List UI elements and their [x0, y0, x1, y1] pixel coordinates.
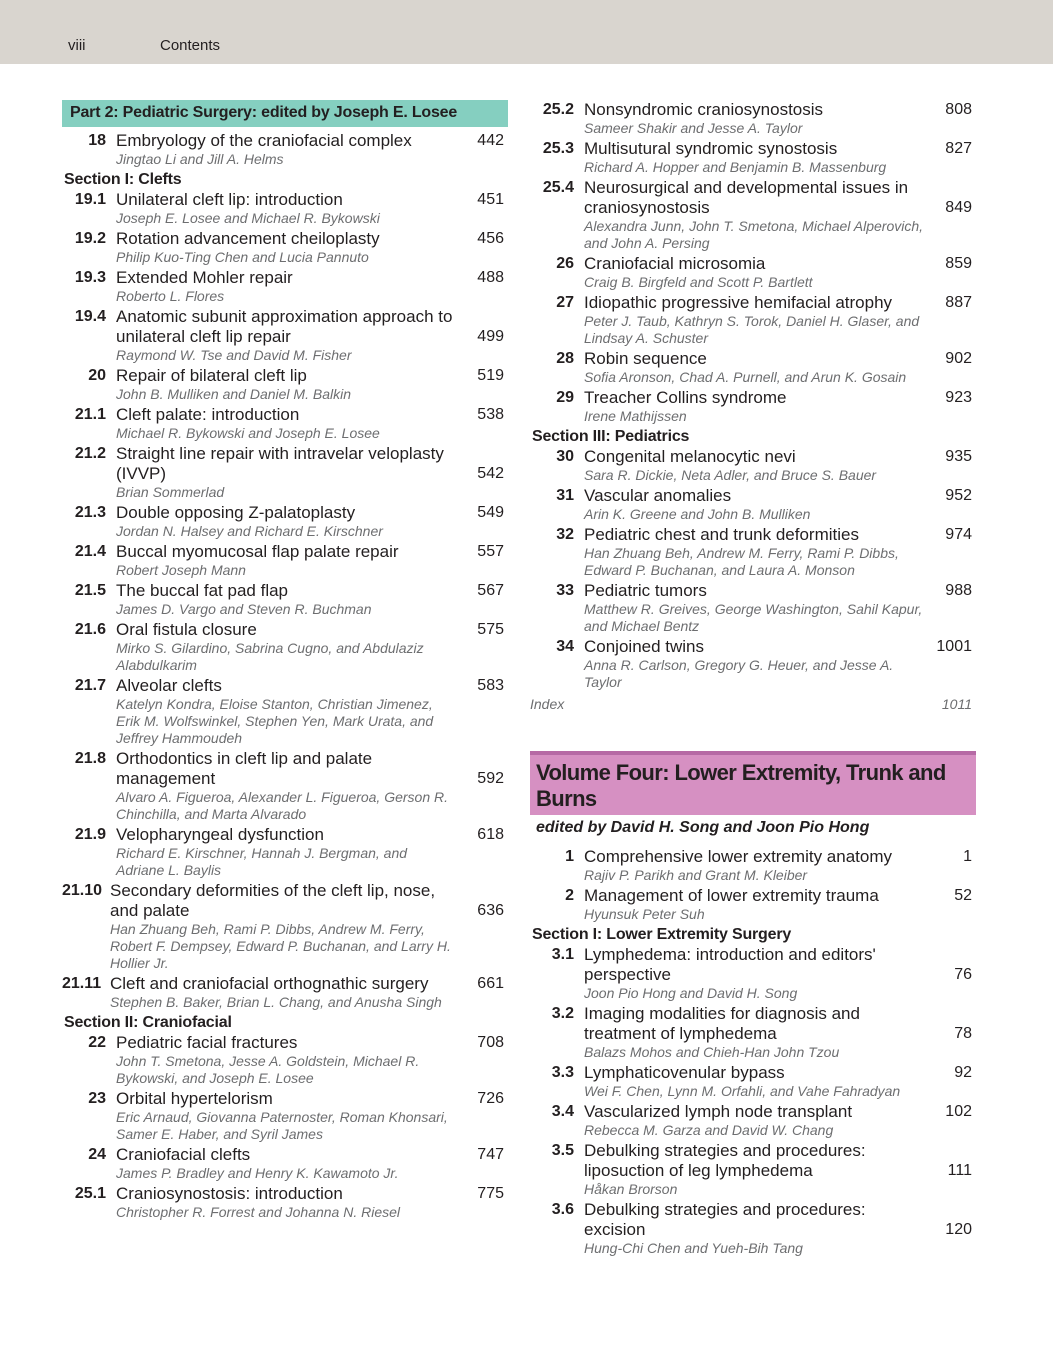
- chapter-number: 32: [556, 526, 574, 543]
- right-toc-list: [530, 100, 976, 691]
- chapter-authors: Craig B. Birgfeld and Scott P. Bartlett: [584, 274, 813, 290]
- chapter-authors: Brian Sommerlad: [116, 484, 225, 500]
- page-ref: 902: [945, 350, 972, 367]
- chapter-title: Repair of bilateral cleft lip: [116, 366, 307, 385]
- chapter-authors: Christopher R. Forrest and Johanna N. Riesel: [116, 1204, 401, 1220]
- chapter-authors: James P. Bradley and Henry K. Kawamoto Jr.: [116, 1165, 399, 1181]
- toc-entry[interactable]: [62, 676, 508, 747]
- toc-entry[interactable]: [62, 1184, 508, 1221]
- chapter-authors: Håkan Brorson: [584, 1181, 678, 1197]
- chapter-authors: Eric Arnaud, Giovanna Paternoster, Roman Khonsari, Samer E. Haber, and Syril James: [116, 1109, 448, 1142]
- chapter-authors: Katelyn Kondra, Eloise Stanton, Christian Jimenez, Erik M. Wolfswinkel, Stephen Yen, Mark Urata, and Jeffrey Hammoudeh: [116, 696, 434, 746]
- toc-entry[interactable]: [62, 366, 508, 403]
- chapter-title: Alveolar clefts: [116, 676, 222, 695]
- part-title: Part 2: Pediatric Surgery: edited by Joseph E. Losee: [62, 100, 508, 127]
- chapter-authors: Wei F. Chen, Lynn M. Orfahli, and Vahe Fahradyan: [584, 1083, 901, 1099]
- toc-entry[interactable]: [530, 637, 976, 691]
- chapter-number: 21.3: [74, 504, 106, 521]
- chapter-title: Double opposing Z-palatoplasty: [116, 503, 356, 522]
- page-ref: 887: [945, 294, 972, 311]
- chapter-number: 26: [556, 255, 574, 272]
- section-heading: Section III: Pediatrics: [532, 428, 690, 445]
- chapter-number: 21.6: [74, 621, 106, 638]
- toc-entry[interactable]: [62, 542, 508, 579]
- chapter-authors: Han Zhuang Beh, Andrew M. Ferry, Rami P. Dibbs, Edward P. Buchanan, and Laura A. Monson: [584, 545, 899, 578]
- chapter-authors: Mirko S. Gilardino, Sabrina Cugno, and Abdulaziz Alabdulkarim: [116, 640, 424, 673]
- page-ref: 661: [477, 975, 504, 992]
- chapter-title: Nonsyndromic craniosynostosis: [584, 100, 824, 119]
- chapter-authors: Han Zhuang Beh, Rami P. Dibbs, Andrew M. Ferry, Robert F. Dempsey, Edward P. Buchanan, and Larry H. Hollier Jr.: [110, 921, 451, 971]
- page-ref: 775: [477, 1185, 504, 1202]
- section-heading: Section I: Clefts: [64, 171, 182, 188]
- chapter-title: Management of lower extremity trauma: [584, 886, 879, 905]
- toc-entry[interactable]: [530, 100, 976, 137]
- page-ref: 636: [477, 902, 504, 919]
- page-ref: 519: [477, 367, 504, 384]
- chapter-authors: Anna R. Carlson, Gregory G. Heuer, and Jesse A. Taylor: [584, 657, 894, 690]
- page-ref: 618: [477, 826, 504, 843]
- toc-entry[interactable]: [62, 268, 508, 305]
- chapter-number: 25.1: [74, 1185, 106, 1202]
- chapter-title: Comprehensive lower extremity anatomy: [584, 847, 893, 866]
- chapter-authors: John T. Smetona, Jesse A. Goldstein, Michael R. Bykowski, and Joseph E. Losee: [116, 1053, 420, 1086]
- chapter-title: Imaging modalities for diagnosis and treatment of lymphedema: [584, 1004, 860, 1043]
- chapter-authors: Jordan N. Halsey and Richard E. Kirschner: [116, 523, 383, 539]
- chapter-number: 21.5: [74, 582, 106, 599]
- page-number: viii: [68, 37, 86, 54]
- section-heading: Section II: Craniofacial: [64, 1014, 232, 1031]
- chapter-title: Congenital melanocytic nevi: [584, 447, 796, 466]
- volume-editors: edited by David H. Song and Joon Pio Hong: [536, 819, 870, 836]
- chapter-number: 21.9: [74, 826, 106, 843]
- chapter-number: 24: [88, 1146, 106, 1163]
- right-column: [530, 100, 976, 1259]
- chapter-title: Debulking strategies and procedures: excision: [584, 1200, 866, 1239]
- page-ref: 499: [477, 328, 504, 345]
- toc-entry[interactable]: [530, 349, 976, 386]
- page-ref: 726: [477, 1090, 504, 1107]
- left-toc-list: [62, 131, 508, 1221]
- toc-entry[interactable]: [530, 178, 976, 252]
- chapter-authors: Hyunsuk Peter Suh: [584, 906, 705, 922]
- chapter-number: 19.1: [74, 191, 106, 208]
- chapter-authors: Matthew R. Greives, George Washington, Sahil Kapur, and Michael Bentz: [584, 601, 923, 634]
- toc-entry[interactable]: [62, 825, 508, 879]
- chapter-number: 25.2: [542, 101, 574, 118]
- chapter-title: Conjoined twins: [584, 637, 705, 656]
- page-ref: 747: [477, 1146, 504, 1163]
- chapter-title: Lymphedema: introduction and editors' perspective: [584, 945, 876, 984]
- chapter-number: 3.4: [551, 1103, 574, 1120]
- chapter-number: 21.1: [74, 406, 106, 423]
- chapter-title: Embryology of the craniofacial complex: [116, 131, 412, 150]
- chapter-number: 3.1: [551, 946, 574, 963]
- toc-entry[interactable]: [62, 974, 508, 1011]
- page-ref: 592: [477, 770, 504, 787]
- running-title: Contents: [160, 37, 221, 54]
- chapter-title: Anatomic subunit approximation approach to unilateral cleft lip repair: [116, 307, 453, 346]
- chapter-title: Debulking strategies and procedures: liposuction of leg lymphedema: [584, 1141, 866, 1180]
- index-entry[interactable]: [530, 695, 976, 713]
- chapter-authors: James D. Vargo and Steven R. Buchman: [116, 601, 372, 617]
- page-ref: 442: [477, 132, 504, 149]
- chapter-title: Pediatric facial fractures: [116, 1033, 298, 1052]
- chapter-number: 3.6: [551, 1201, 574, 1218]
- page-ref: 542: [477, 465, 504, 482]
- toc-entry[interactable]: [530, 1102, 976, 1139]
- chapter-authors: Stephen B. Baker, Brian L. Chang, and Anusha Singh: [110, 994, 442, 1010]
- chapter-authors: Sameer Shakir and Jesse A. Taylor: [584, 120, 803, 136]
- toc-entry[interactable]: [530, 293, 976, 347]
- toc-entry[interactable]: [62, 229, 508, 266]
- chapter-title: Cleft and craniofacial orthognathic surgery: [110, 974, 429, 993]
- chapter-title: Pediatric chest and trunk deformities: [584, 525, 859, 544]
- page-ref: 708: [477, 1034, 504, 1051]
- toc-entry[interactable]: [62, 503, 508, 540]
- page-ref: 1001: [936, 638, 972, 655]
- chapter-title: Neurosurgical and developmental issues in craniosynostosis: [584, 178, 909, 217]
- chapter-title: Straight line repair with intravelar veloplasty (IVVP): [116, 444, 444, 483]
- page-ref: 952: [945, 487, 972, 504]
- chapter-authors: Alexandra Junn, John T. Smetona, Michael Alperovich, and John A. Persing: [584, 218, 924, 251]
- toc-entry[interactable]: [62, 620, 508, 674]
- section-heading: Section I: Lower Extremity Surgery: [532, 926, 792, 943]
- toc-entry[interactable]: [62, 307, 508, 364]
- toc-entry[interactable]: [530, 847, 976, 884]
- chapter-authors: Richard A. Hopper and Benjamin B. Massenburg: [584, 159, 887, 175]
- page-ref: 451: [477, 191, 504, 208]
- toc-entry[interactable]: [530, 945, 976, 1002]
- chapter-number: 21.11: [62, 975, 102, 992]
- chapter-authors: Irene Mathijssen: [584, 408, 687, 424]
- chapter-authors: Rajiv P. Parikh and Grant M. Kleiber: [584, 867, 808, 883]
- chapter-number: 21.4: [74, 543, 106, 560]
- chapter-title: Orbital hypertelorism: [116, 1089, 273, 1108]
- chapter-number: 33: [556, 582, 574, 599]
- chapter-authors: Sara R. Dickie, Neta Adler, and Bruce S. Bauer: [584, 467, 877, 483]
- toc-entry[interactable]: [530, 1004, 976, 1061]
- chapter-title: Craniofacial microsomia: [584, 254, 766, 273]
- chapter-number: 30: [556, 448, 574, 465]
- chapter-authors: Robert Joseph Mann: [116, 562, 246, 578]
- chapter-title: Secondary deformities of the cleft lip, nose, and palate: [110, 881, 436, 920]
- toc-entry[interactable]: [62, 1033, 508, 1087]
- chapter-number: 21.8: [74, 750, 106, 767]
- chapter-number: 25.4: [542, 179, 574, 196]
- chapter-authors: John B. Mulliken and Daniel M. Balkin: [116, 386, 352, 402]
- toc-entry[interactable]: [530, 581, 976, 635]
- chapter-title: Idiopathic progressive hemifacial atrophy: [584, 293, 893, 312]
- chapter-authors: Philip Kuo-Ting Chen and Lucia Pannuto: [116, 249, 369, 265]
- chapter-title: The buccal fat pad flap: [116, 581, 289, 600]
- chapter-title: Treacher Collins syndrome: [584, 388, 787, 407]
- chapter-authors: Rebecca M. Garza and David W. Chang: [584, 1122, 834, 1138]
- page-ref: 76: [954, 966, 972, 983]
- chapter-number: 3.3: [551, 1064, 574, 1081]
- toc-entry[interactable]: [62, 444, 508, 501]
- chapter-title: Pediatric tumors: [584, 581, 707, 600]
- chapter-title: Multisutural syndromic synostosis: [584, 139, 838, 158]
- page-ref: 1: [963, 848, 972, 865]
- page-ref: 549: [477, 504, 504, 521]
- toc-entry[interactable]: [530, 486, 976, 523]
- page-ref: 935: [945, 448, 972, 465]
- chapter-authors: Richard E. Kirschner, Hannah J. Bergman, and Adriane L. Baylis: [116, 845, 408, 878]
- page-header: [0, 0, 1053, 64]
- chapter-authors: Joseph E. Losee and Michael R. Bykowski: [116, 210, 380, 226]
- chapter-title: Extended Mohler repair: [116, 268, 293, 287]
- chapter-title: Cleft palate: introduction: [116, 405, 300, 424]
- chapter-number: 21.7: [74, 677, 106, 694]
- page-ref: 988: [945, 582, 972, 599]
- chapter-title: Craniosynostosis: introduction: [116, 1184, 343, 1203]
- chapter-number: 29: [556, 389, 574, 406]
- chapter-number: 19.4: [74, 308, 106, 325]
- chapter-number: 2: [565, 887, 574, 904]
- chapter-number: 3.2: [551, 1005, 574, 1022]
- chapter-number: 19.3: [74, 269, 106, 286]
- page-ref: 92: [954, 1064, 972, 1081]
- chapter-title: Vascularized lymph node transplant: [584, 1102, 853, 1121]
- toc-entry[interactable]: [530, 388, 976, 425]
- chapter-number: 25.3: [542, 140, 574, 157]
- toc-entry[interactable]: [62, 405, 508, 442]
- chapter-title: Vascular anomalies: [584, 486, 732, 505]
- page-ref: 859: [945, 255, 972, 272]
- chapter-title: Velopharyngeal dysfunction: [116, 825, 324, 844]
- chapter-authors: Alvaro A. Figueroa, Alexander L. Figueroa, Gerson R. Chinchilla, and Marta Alvarado: [116, 789, 449, 822]
- volume-toc-list: [530, 847, 976, 1257]
- chapter-number: 19.2: [74, 230, 106, 247]
- toc-entry[interactable]: [530, 1200, 976, 1257]
- chapter-number: 23: [88, 1090, 106, 1107]
- chapter-authors: Hung-Chi Chen and Yueh-Bih Tang: [584, 1240, 803, 1256]
- chapter-title: Oral fistula closure: [116, 620, 257, 639]
- chapter-number: 1: [565, 848, 574, 865]
- volume-title: Volume Four: Lower Extremity, Trunk and Burns: [530, 751, 976, 815]
- page-ref: 538: [477, 406, 504, 423]
- index-page: 1011: [941, 696, 972, 712]
- toc-entry[interactable]: [62, 1145, 508, 1182]
- left-column: [62, 100, 508, 1223]
- toc-entry[interactable]: [62, 749, 508, 823]
- chapter-number: 21.2: [74, 445, 106, 462]
- chapter-authors: Joon Pio Hong and David H. Song: [584, 985, 798, 1001]
- page-ref: 488: [477, 269, 504, 286]
- toc-entry[interactable]: [530, 1141, 976, 1198]
- chapter-number: 21.10: [62, 882, 103, 899]
- chapter-authors: Roberto L. Flores: [116, 288, 225, 304]
- chapter-authors: Raymond W. Tse and David M. Fisher: [116, 347, 352, 363]
- chapter-title: Buccal myomucosal flap palate repair: [116, 542, 399, 561]
- chapter-title: Craniofacial clefts: [116, 1145, 251, 1164]
- chapter-authors: Balazs Mohos and Chieh-Han John Tzou: [584, 1044, 840, 1060]
- page-ref: 78: [954, 1025, 972, 1042]
- chapter-title: Orthodontics in cleft lip and palate management: [116, 749, 373, 788]
- chapter-number: 22: [88, 1034, 106, 1051]
- chapter-number: 18: [88, 132, 106, 149]
- toc-entry[interactable]: [530, 1063, 976, 1100]
- page-ref: 923: [945, 389, 972, 406]
- toc-entry[interactable]: [530, 447, 976, 484]
- chapter-number: 3.5: [551, 1142, 574, 1159]
- toc-entry[interactable]: [530, 525, 976, 579]
- chapter-title: Lymphaticovenular bypass: [584, 1063, 785, 1082]
- page-ref: 567: [477, 582, 504, 599]
- chapter-authors: Jingtao Li and Jill A. Helms: [116, 151, 284, 167]
- toc-entry[interactable]: [62, 1089, 508, 1143]
- toc-entry[interactable]: [62, 881, 508, 972]
- chapter-number: 34: [556, 638, 574, 655]
- chapter-number: 20: [88, 367, 106, 384]
- chapter-number: 28: [556, 350, 574, 367]
- toc-entry[interactable]: [62, 131, 508, 168]
- index-label: Index: [530, 696, 565, 712]
- page-ref: 111: [947, 1162, 972, 1179]
- chapter-number: 31: [556, 487, 574, 504]
- chapter-authors: Michael R. Bykowski and Joseph E. Losee: [116, 425, 380, 441]
- toc-entry[interactable]: [530, 139, 976, 176]
- chapter-number: 27: [556, 294, 574, 311]
- page-ref: 557: [477, 543, 504, 560]
- chapter-authors: Arin K. Greene and John B. Mulliken: [584, 506, 811, 522]
- page-ref: 808: [945, 101, 972, 118]
- chapter-title: Robin sequence: [584, 349, 707, 368]
- chapter-authors: Sofia Aronson, Chad A. Purnell, and Arun K. Gosain: [584, 369, 907, 385]
- toc-entry[interactable]: [62, 581, 508, 618]
- toc-entry[interactable]: [62, 190, 508, 227]
- chapter-title: Unilateral cleft lip: introduction: [116, 190, 343, 209]
- page-ref: 456: [477, 230, 504, 247]
- page-ref: 827: [945, 140, 972, 157]
- page-ref: 575: [477, 621, 504, 638]
- page-ref: 974: [945, 526, 972, 543]
- page-ref: 52: [954, 887, 972, 904]
- page-ref: 583: [477, 677, 504, 694]
- page-ref: 120: [945, 1221, 972, 1238]
- chapter-authors: Peter J. Taub, Kathryn S. Torok, Daniel H. Glaser, and Lindsay A. Schuster: [584, 313, 920, 346]
- toc-entry[interactable]: [530, 886, 976, 923]
- page-ref: 849: [945, 199, 972, 216]
- toc-entry[interactable]: [530, 254, 976, 291]
- page-ref: 102: [945, 1103, 972, 1120]
- chapter-title: Rotation advancement cheiloplasty: [116, 229, 380, 248]
